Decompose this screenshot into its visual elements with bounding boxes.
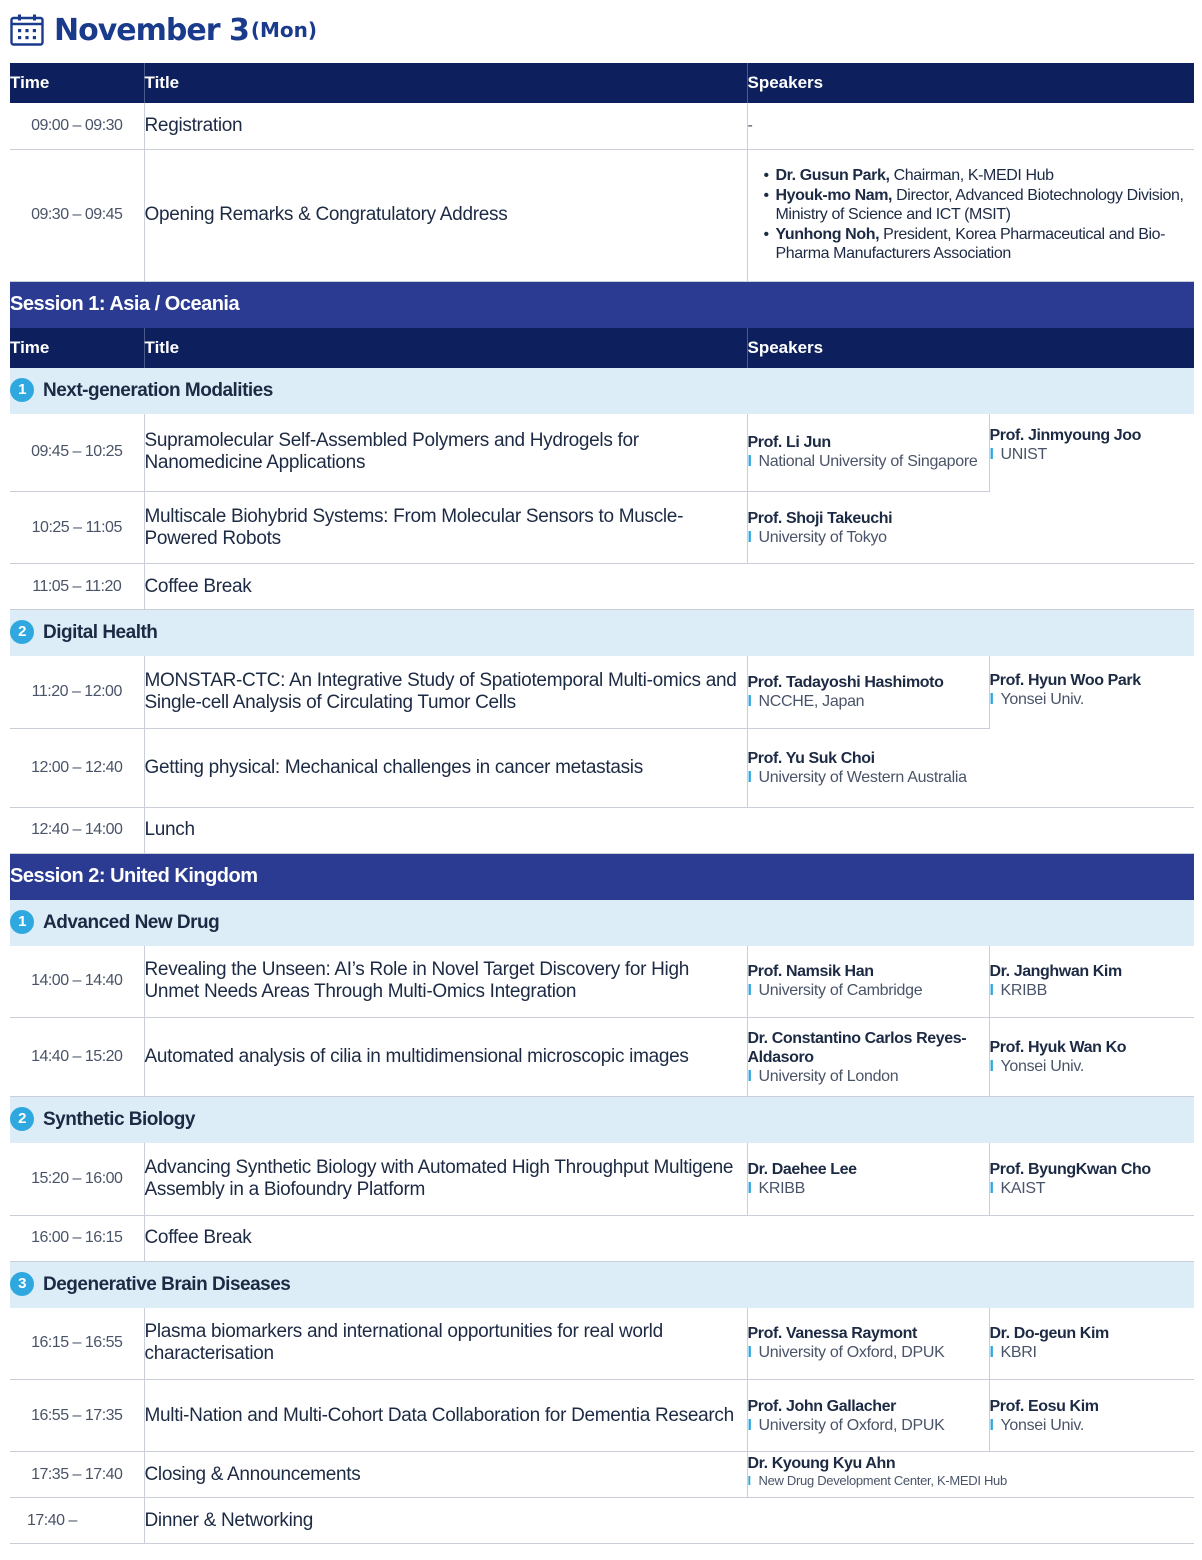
row-title: Advancing Synthetic Biology with Automated High Throughput Multigene Assembly in a Biofoundry Platform <box>144 1143 747 1215</box>
session-title: Session 2: United Kingdom <box>10 853 1194 900</box>
row-title: Multi-Nation and Multi-Cohort Data Collaboration for Dementia Research <box>144 1380 747 1452</box>
topic-title: Digital Health <box>43 622 158 644</box>
table-row <box>10 1018 1194 1097</box>
table-row <box>10 1215 1194 1261</box>
calendar-icon <box>10 14 44 46</box>
row-time: 15:20 – 16:00 <box>10 1143 144 1215</box>
speaker-cell: Prof. Tadayoshi Hashimoto I NCCHE, Japan <box>747 656 989 728</box>
row-time: 10:25 – 11:05 <box>10 492 144 564</box>
row-title: Dinner & Networking <box>144 1498 1194 1544</box>
row-time: 12:00 – 12:40 <box>10 728 144 807</box>
topic-header <box>10 900 1194 946</box>
chair-cell: Prof. Jinmyoung Joo I UNIST <box>989 414 1194 564</box>
col-time: Time <box>10 328 144 368</box>
row-time: 16:00 – 16:15 <box>10 1215 144 1261</box>
row-time: 14:00 – 14:40 <box>10 946 144 1018</box>
session-header <box>10 853 1194 900</box>
row-title: Revealing the Unseen: AI’s Role in Novel Target Discovery for High Unmet Needs Areas Through Multi-Omics Integration <box>144 946 747 1018</box>
topic-title: Next-generation Modalities <box>43 379 273 401</box>
topic-title: Advanced New Drug <box>43 911 220 933</box>
table-row <box>10 656 1194 728</box>
page-title: November 3 <box>54 12 249 48</box>
page-header <box>10 8 317 52</box>
speaker-cell: Dr. Daehee Lee I KRIBB <box>747 1143 989 1215</box>
topic-title: Synthetic Biology <box>43 1109 195 1131</box>
schedule-table <box>10 63 1194 1544</box>
row-time: 09:30 – 09:45 <box>10 149 144 281</box>
table-row <box>10 564 1194 610</box>
table-row <box>10 1143 1194 1215</box>
table-row <box>10 103 1194 149</box>
speaker-cell: Prof. Shoji Takeuchi I University of Tokyo <box>747 492 989 564</box>
topic-number: 2 <box>10 620 34 644</box>
row-time: 17:40 – <box>10 1498 144 1544</box>
topic-header <box>10 1261 1194 1308</box>
table-row <box>10 807 1194 853</box>
speaker-cell: Prof. Li Jun I National University of Singapore <box>747 414 989 492</box>
row-title: Automated analysis of cilia in multidimensional microscopic images <box>144 1018 747 1097</box>
row-time: 14:40 – 15:20 <box>10 1018 144 1097</box>
row-title: Registration <box>144 103 747 149</box>
row-time: 11:05 – 11:20 <box>10 564 144 610</box>
row-time: 12:40 – 14:00 <box>10 807 144 853</box>
chair-cell: Prof. Hyun Woo Park I Yonsei Univ. <box>989 656 1194 807</box>
row-title: Closing & Announcements <box>144 1452 747 1498</box>
session-header <box>10 281 1194 328</box>
topic-number: 3 <box>10 1272 34 1296</box>
topic-header <box>10 368 1194 414</box>
table-row <box>10 1452 1194 1498</box>
speaker-cell: Prof. Namsik Han I University of Cambridge <box>747 946 989 1018</box>
list-item: • Dr. Gusun Park, Chairman, K-MEDI Hub <box>764 166 1195 186</box>
list-item: • Yunhong Noh, President, Korea Pharmaceutical and Bio-Pharma Manufacturers Association <box>764 225 1195 264</box>
row-title: Coffee Break <box>144 564 1194 610</box>
chair-cell: Prof. Hyuk Wan Ko I Yonsei Univ. <box>989 1018 1194 1097</box>
topic-header <box>10 610 1194 657</box>
chair-cell: Prof. Eosu Kim I Yonsei Univ. <box>989 1380 1194 1452</box>
col-speakers: Speakers <box>747 63 1194 103</box>
table-row <box>10 414 1194 492</box>
speaker-cell: Prof. Yu Suk Choi I University of Western Australia <box>747 728 989 807</box>
table-row <box>10 1380 1194 1452</box>
speaker-cell: Prof. Vanessa Raymont I University of Oxford, DPUK <box>747 1308 989 1380</box>
list-item: • Hyouk-mo Nam, Director, Advanced Biotechnology Division, Ministry of Science and ICT (MSIT) <box>764 186 1195 225</box>
table-row <box>10 149 1194 281</box>
row-title: Supramolecular Self-Assembled Polymers and Hydrogels for Nanomedicine Applications <box>144 414 747 492</box>
table-header <box>10 63 1194 103</box>
session-title: Session 1: Asia / Oceania <box>10 281 1194 328</box>
row-time: 09:45 – 10:25 <box>10 414 144 492</box>
row-title: Multiscale Biohybrid Systems: From Molecular Sensors to Muscle-Powered Robots <box>144 492 747 564</box>
topic-title: Degenerative Brain Diseases <box>43 1273 291 1295</box>
row-time: 11:20 – 12:00 <box>10 656 144 728</box>
speaker-cell: Dr. Constantino Carlos Reyes-Aldasoro I University of London <box>747 1018 989 1097</box>
table-row <box>10 946 1194 1018</box>
chair-cell: Dr. Janghwan Kim I KRIBB <box>989 946 1194 1018</box>
col-time: Time <box>10 63 144 103</box>
speaker-list <box>764 166 1195 264</box>
topic-number: 2 <box>10 1107 34 1131</box>
row-title: Opening Remarks & Congratulatory Address <box>144 149 747 281</box>
col-title: Title <box>144 63 747 103</box>
table-row <box>10 1308 1194 1380</box>
speaker-cell: Prof. John Gallacher I University of Oxford, DPUK <box>747 1380 989 1452</box>
table-header <box>10 328 1194 368</box>
row-time: 16:15 – 16:55 <box>10 1308 144 1380</box>
topic-number: 1 <box>10 378 34 402</box>
row-time: 16:55 – 17:35 <box>10 1380 144 1452</box>
chair-cell: Prof. ByungKwan Cho I KAIST <box>989 1143 1194 1215</box>
row-time: 17:35 – 17:40 <box>10 1452 144 1498</box>
table-row <box>10 1498 1194 1544</box>
topic-header <box>10 1097 1194 1144</box>
row-title: Coffee Break <box>144 1215 1194 1261</box>
row-title: Plasma biomarkers and international opportunities for real world characterisation <box>144 1308 747 1380</box>
chair-cell: Dr. Do-geun Kim I KBRI <box>989 1308 1194 1380</box>
row-title: Getting physical: Mechanical challenges in cancer metastasis <box>144 728 747 807</box>
col-title: Title <box>144 328 747 368</box>
col-speakers: Speakers <box>747 328 1194 368</box>
row-title: MONSTAR-CTC: An Integrative Study of Spatiotemporal Multi-omics and Single-cell Analysis of Circulating Tumor Cells <box>144 656 747 728</box>
row-title: Lunch <box>144 807 1194 853</box>
page-day: (Mon) <box>250 18 317 42</box>
speaker-cell: Dr. Kyoung Kyu Ahn I New Drug Development Center, K-MEDI Hub <box>747 1452 1194 1498</box>
row-time: 09:00 – 09:30 <box>10 103 144 149</box>
topic-number: 1 <box>10 910 34 934</box>
row-speaker: - <box>747 117 753 135</box>
